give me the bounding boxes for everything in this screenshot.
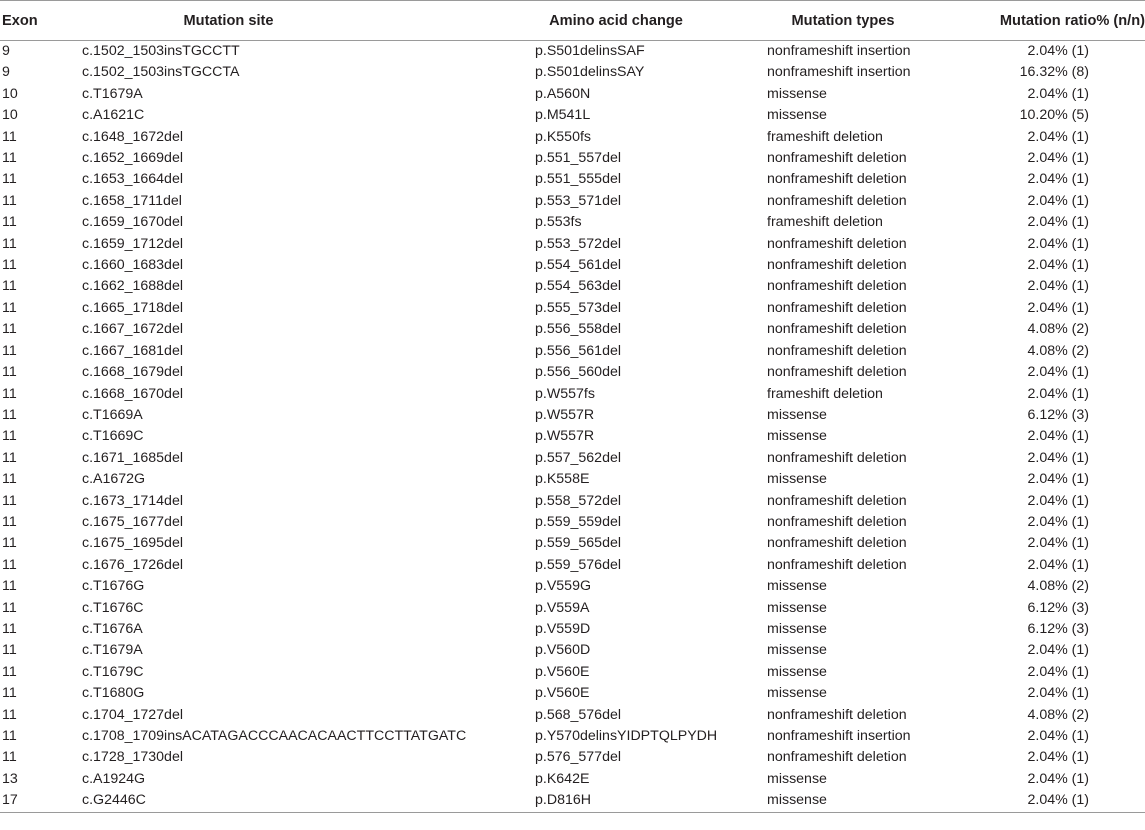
cell-mutation-ratio: 4.08% (2) bbox=[1027, 706, 1089, 723]
cell-amino-acid-change: p.Y570delinsYIDPTQLPYDH bbox=[535, 728, 718, 744]
table-row bbox=[0, 405, 1145, 426]
cell-exon: 9 bbox=[2, 64, 10, 81]
cell-mutation-ratio: 2.04% (1) bbox=[1027, 214, 1089, 231]
table-header bbox=[0, 1, 1145, 41]
cell-mutation-type: nonframeshift deletion bbox=[767, 171, 907, 188]
cell-mutation-type: frameshift deletion bbox=[767, 385, 883, 402]
cell-mutation-type: missense bbox=[767, 599, 827, 616]
cell-exon: 11 bbox=[2, 128, 17, 145]
cell-mutation-type: nonframeshift deletion bbox=[767, 235, 907, 252]
table-row bbox=[0, 683, 1145, 704]
cell-mutation-type: missense bbox=[767, 107, 827, 124]
table-row bbox=[0, 469, 1145, 490]
table-row bbox=[0, 426, 1145, 447]
cell-mutation-ratio: 2.04% (1) bbox=[1027, 257, 1089, 274]
cell-exon: 11 bbox=[2, 535, 17, 552]
cell-mutation-ratio: 2.04% (1) bbox=[1027, 685, 1089, 702]
cell-exon: 11 bbox=[2, 235, 17, 252]
cell-mutation-type: missense bbox=[767, 620, 827, 637]
cell-mutation-type: nonframeshift deletion bbox=[767, 321, 907, 338]
cell-mutation-site: c.1659_1712del bbox=[82, 235, 183, 252]
cell-amino-acid-change: p.559_559del bbox=[535, 513, 621, 530]
table-row bbox=[0, 341, 1145, 362]
cell-mutation-site: c.A1621C bbox=[82, 107, 145, 124]
cell-mutation-type: missense bbox=[767, 792, 827, 809]
cell-mutation-site: c.T1679A bbox=[82, 642, 143, 659]
cell-amino-acid-change: p.W557R bbox=[535, 428, 595, 445]
cell-mutation-site: c.1502_1503insTGCCTT bbox=[82, 43, 240, 59]
cell-mutation-type: missense bbox=[767, 685, 827, 702]
cell-mutation-ratio: 2.04% (1) bbox=[1027, 728, 1089, 744]
cell-amino-acid-change: p.554_563del bbox=[535, 278, 621, 295]
cell-mutation-type: nonframeshift deletion bbox=[767, 257, 907, 274]
cell-exon: 11 bbox=[2, 706, 17, 723]
cell-mutation-ratio: 4.08% (2) bbox=[1027, 342, 1089, 359]
cell-mutation-ratio: 2.04% (1) bbox=[1027, 535, 1089, 552]
cell-mutation-site: c.1659_1670del bbox=[82, 214, 183, 231]
cell-mutation-site: c.1662_1688del bbox=[82, 278, 183, 295]
cell-mutation-type: nonframeshift deletion bbox=[767, 513, 907, 530]
cell-mutation-ratio: 2.04% (1) bbox=[1027, 171, 1089, 188]
table-row bbox=[0, 790, 1145, 812]
cell-mutation-type: nonframeshift deletion bbox=[767, 299, 907, 316]
cell-amino-acid-change: p.556_560del bbox=[535, 364, 621, 381]
cell-mutation-site: c.1652_1669del bbox=[82, 150, 183, 167]
cell-exon: 11 bbox=[2, 192, 17, 209]
cell-mutation-type: nonframeshift insertion bbox=[767, 728, 911, 744]
header-row bbox=[0, 1, 1145, 41]
cell-mutation-ratio: 10.20% (5) bbox=[1019, 107, 1089, 124]
cell-mutation-ratio: 6.12% (3) bbox=[1027, 406, 1089, 423]
cell-mutation-site: c.A1672G bbox=[82, 471, 146, 488]
cell-mutation-ratio: 2.04% (1) bbox=[1027, 150, 1089, 167]
cell-amino-acid-change: p.K550fs bbox=[535, 128, 592, 145]
cell-amino-acid-change: p.V559D bbox=[535, 620, 591, 637]
cell-exon: 11 bbox=[2, 620, 17, 637]
cell-exon: 11 bbox=[2, 385, 17, 402]
cell-mutation-ratio: 2.04% (1) bbox=[1027, 492, 1089, 509]
cell-mutation-ratio: 2.04% (1) bbox=[1027, 278, 1089, 295]
cell-mutation-ratio: 2.04% (1) bbox=[1027, 556, 1089, 573]
cell-mutation-type: nonframeshift deletion bbox=[767, 749, 907, 766]
cell-mutation-site: c.T1669A bbox=[82, 406, 143, 423]
table-row bbox=[0, 276, 1145, 297]
cell-amino-acid-change: p.559_576del bbox=[535, 556, 621, 573]
cell-mutation-type: missense bbox=[767, 642, 827, 659]
cell-mutation-site: c.1667_1672del bbox=[82, 321, 183, 338]
cell-amino-acid-change: p.557_562del bbox=[535, 449, 621, 466]
header-amino-acid-change: Amino acid change bbox=[549, 12, 683, 29]
cell-mutation-type: frameshift deletion bbox=[767, 214, 883, 231]
cell-mutation-ratio: 2.04% (1) bbox=[1027, 385, 1089, 402]
cell-exon: 11 bbox=[2, 428, 17, 445]
table-row bbox=[0, 384, 1145, 405]
cell-mutation-site: c.G2446C bbox=[82, 792, 146, 809]
cell-mutation-ratio: 2.04% (1) bbox=[1027, 513, 1089, 530]
cell-exon: 11 bbox=[2, 299, 17, 316]
cell-mutation-site: c.1673_1714del bbox=[82, 492, 183, 509]
cell-exon: 11 bbox=[2, 728, 17, 744]
cell-exon: 11 bbox=[2, 364, 17, 381]
cell-mutation-ratio: 2.04% (1) bbox=[1027, 85, 1089, 102]
cell-exon: 11 bbox=[2, 685, 17, 702]
cell-mutation-ratio: 2.04% (1) bbox=[1027, 299, 1089, 316]
cell-amino-acid-change: p.568_576del bbox=[535, 706, 621, 723]
cell-mutation-site: c.1676_1726del bbox=[82, 556, 183, 573]
cell-mutation-ratio: 2.04% (1) bbox=[1027, 792, 1089, 809]
cell-amino-acid-change: p.D816H bbox=[535, 792, 591, 809]
cell-amino-acid-change: p.A560N bbox=[535, 85, 591, 102]
table-row bbox=[0, 84, 1145, 105]
cell-amino-acid-change: p.556_561del bbox=[535, 342, 621, 359]
cell-exon: 11 bbox=[2, 471, 17, 488]
cell-amino-acid-change: p.551_557del bbox=[535, 150, 621, 167]
table-row bbox=[0, 169, 1145, 190]
cell-amino-acid-change: p.W557fs bbox=[535, 385, 595, 402]
table-row bbox=[0, 491, 1145, 512]
cell-exon: 11 bbox=[2, 578, 17, 595]
cell-mutation-site: c.T1679C bbox=[82, 663, 144, 680]
cell-mutation-site: c.1668_1670del bbox=[82, 385, 183, 402]
cell-amino-acid-change: p.W557R bbox=[535, 406, 595, 423]
table-row bbox=[0, 576, 1145, 597]
header-exon: Exon bbox=[2, 12, 38, 29]
cell-mutation-ratio: 2.04% (1) bbox=[1027, 192, 1089, 209]
cell-mutation-type: nonframeshift deletion bbox=[767, 556, 907, 573]
cell-exon: 11 bbox=[2, 171, 17, 188]
cell-exon: 11 bbox=[2, 321, 17, 338]
cell-exon: 11 bbox=[2, 749, 17, 766]
cell-mutation-site: c.1708_1709insACATAGACCCAACACAACTTCCTTATGATC bbox=[82, 728, 467, 744]
table-row bbox=[0, 62, 1145, 83]
table-row bbox=[0, 234, 1145, 255]
cell-mutation-type: missense bbox=[767, 578, 827, 595]
cell-mutation-ratio: 2.04% (1) bbox=[1027, 364, 1089, 381]
table-row bbox=[0, 747, 1145, 768]
cell-amino-acid-change: p.576_577del bbox=[535, 749, 621, 766]
table-row bbox=[0, 362, 1145, 383]
cell-amino-acid-change: p.554_561del bbox=[535, 257, 621, 274]
cell-mutation-type: nonframeshift deletion bbox=[767, 364, 907, 381]
table-row bbox=[0, 298, 1145, 319]
cell-mutation-site: c.T1676G bbox=[82, 578, 145, 595]
cell-mutation-site: c.1502_1503insTGCCTA bbox=[82, 64, 240, 81]
cell-mutation-ratio: 2.04% (1) bbox=[1027, 663, 1089, 680]
cell-exon: 13 bbox=[2, 770, 18, 787]
cell-mutation-type: nonframeshift deletion bbox=[767, 150, 907, 167]
table-row bbox=[0, 769, 1145, 790]
cell-mutation-type: missense bbox=[767, 406, 827, 423]
cell-exon: 11 bbox=[2, 449, 17, 466]
cell-amino-acid-change: p.556_558del bbox=[535, 321, 621, 338]
cell-mutation-site: c.1704_1727del bbox=[82, 706, 183, 723]
cell-mutation-site: c.T1669C bbox=[82, 428, 144, 445]
table-row bbox=[0, 448, 1145, 469]
table-row bbox=[0, 555, 1145, 576]
cell-mutation-ratio: 2.04% (1) bbox=[1027, 770, 1089, 787]
cell-mutation-site: c.T1676A bbox=[82, 620, 143, 637]
cell-mutation-type: nonframeshift insertion bbox=[767, 43, 911, 59]
cell-mutation-site: c.T1679A bbox=[82, 85, 143, 102]
table-row bbox=[0, 319, 1145, 340]
cell-exon: 11 bbox=[2, 257, 17, 274]
cell-mutation-site: c.A1924G bbox=[82, 770, 146, 787]
cell-mutation-ratio: 6.12% (3) bbox=[1027, 620, 1089, 637]
cell-mutation-type: nonframeshift deletion bbox=[767, 342, 907, 359]
table-row bbox=[0, 212, 1145, 233]
cell-mutation-ratio: 6.12% (3) bbox=[1027, 599, 1089, 616]
cell-amino-acid-change: p.V560D bbox=[535, 642, 591, 659]
cell-mutation-type: missense bbox=[767, 471, 827, 488]
table-row bbox=[0, 705, 1145, 726]
cell-mutation-site: c.T1676C bbox=[82, 599, 144, 616]
cell-mutation-type: nonframeshift deletion bbox=[767, 706, 907, 723]
cell-mutation-site: c.1667_1681del bbox=[82, 342, 183, 359]
cell-mutation-site: c.1675_1695del bbox=[82, 535, 183, 552]
table-row bbox=[0, 41, 1145, 63]
cell-mutation-type: frameshift deletion bbox=[767, 128, 883, 145]
cell-amino-acid-change: p.V560E bbox=[535, 685, 590, 702]
table-row bbox=[0, 533, 1145, 554]
cell-amino-acid-change: p.S501delinsSAY bbox=[535, 64, 645, 81]
cell-mutation-ratio: 2.04% (1) bbox=[1027, 43, 1089, 59]
table-row bbox=[0, 148, 1145, 169]
cell-amino-acid-change: p.V559A bbox=[535, 599, 590, 616]
cell-exon: 11 bbox=[2, 342, 17, 359]
cell-exon: 11 bbox=[2, 513, 17, 530]
cell-mutation-type: nonframeshift deletion bbox=[767, 278, 907, 295]
cell-amino-acid-change: p.558_572del bbox=[535, 492, 621, 509]
cell-amino-acid-change: p.S501delinsSAF bbox=[535, 43, 645, 59]
cell-exon: 9 bbox=[2, 43, 10, 59]
table-row bbox=[0, 191, 1145, 212]
table-row bbox=[0, 105, 1145, 126]
cell-mutation-site: c.1658_1711del bbox=[82, 192, 182, 209]
cell-mutation-ratio: 2.04% (1) bbox=[1027, 128, 1089, 145]
cell-mutation-site: c.1665_1718del bbox=[82, 299, 183, 316]
cell-mutation-ratio: 2.04% (1) bbox=[1027, 642, 1089, 659]
cell-exon: 11 bbox=[2, 278, 17, 295]
cell-exon: 10 bbox=[2, 85, 18, 102]
cell-mutation-type: missense bbox=[767, 428, 827, 445]
cell-amino-acid-change: p.V559G bbox=[535, 578, 592, 595]
cell-amino-acid-change: p.553fs bbox=[535, 214, 582, 231]
cell-mutation-site: c.1671_1685del bbox=[82, 449, 183, 466]
cell-exon: 11 bbox=[2, 406, 17, 423]
table-row bbox=[0, 255, 1145, 276]
cell-amino-acid-change: p.559_565del bbox=[535, 535, 621, 552]
cell-mutation-type: nonframeshift deletion bbox=[767, 192, 907, 209]
cell-exon: 11 bbox=[2, 214, 17, 231]
cell-amino-acid-change: p.M541L bbox=[535, 107, 591, 124]
cell-mutation-type: missense bbox=[767, 85, 827, 102]
cell-amino-acid-change: p.555_573del bbox=[535, 299, 621, 316]
cell-mutation-ratio: 2.04% (1) bbox=[1027, 235, 1089, 252]
cell-exon: 11 bbox=[2, 599, 17, 616]
cell-mutation-ratio: 2.04% (1) bbox=[1027, 449, 1089, 466]
cell-mutation-ratio: 2.04% (1) bbox=[1027, 428, 1089, 445]
cell-mutation-ratio: 4.08% (2) bbox=[1027, 321, 1089, 338]
cell-amino-acid-change: p.V560E bbox=[535, 663, 590, 680]
table-row bbox=[0, 512, 1145, 533]
cell-exon: 17 bbox=[2, 792, 18, 809]
cell-mutation-site: c.1728_1730del bbox=[82, 749, 183, 766]
cell-amino-acid-change: p.553_571del bbox=[535, 192, 621, 209]
cell-amino-acid-change: p.K558E bbox=[535, 471, 590, 488]
cell-amino-acid-change: p.551_555del bbox=[535, 171, 621, 188]
table-row bbox=[0, 726, 1145, 747]
cell-exon: 10 bbox=[2, 107, 18, 124]
cell-exon: 11 bbox=[2, 642, 17, 659]
cell-mutation-ratio: 4.08% (2) bbox=[1027, 578, 1089, 595]
cell-mutation-type: missense bbox=[767, 770, 827, 787]
cell-mutation-site: c.T1680G bbox=[82, 685, 145, 702]
cell-mutation-ratio: 2.04% (1) bbox=[1027, 471, 1089, 488]
cell-mutation-site: c.1660_1683del bbox=[82, 257, 183, 274]
cell-mutation-type: nonframeshift deletion bbox=[767, 449, 907, 466]
cell-mutation-type: nonframeshift insertion bbox=[767, 64, 911, 81]
header-mutation-ratio: Mutation ratio% (n/n) bbox=[999, 12, 1145, 29]
table-row bbox=[0, 619, 1145, 640]
cell-exon: 11 bbox=[2, 492, 17, 509]
table-row bbox=[0, 662, 1145, 683]
header-mutation-site: Mutation site bbox=[183, 12, 274, 29]
cell-mutation-type: nonframeshift deletion bbox=[767, 535, 907, 552]
cell-mutation-site: c.1648_1672del bbox=[82, 128, 183, 145]
cell-exon: 11 bbox=[2, 663, 17, 680]
table-row bbox=[0, 640, 1145, 661]
cell-mutation-site: c.1675_1677del bbox=[82, 513, 183, 530]
header-mutation-types: Mutation types bbox=[791, 12, 895, 29]
cell-mutation-site: c.1668_1679del bbox=[82, 364, 183, 381]
cell-mutation-site: c.1653_1664del bbox=[82, 171, 183, 188]
table-row bbox=[0, 598, 1145, 619]
cell-amino-acid-change: p.K642E bbox=[535, 770, 590, 787]
cell-exon: 11 bbox=[2, 556, 17, 573]
table-row bbox=[0, 127, 1145, 148]
cell-mutation-type: nonframeshift deletion bbox=[767, 492, 907, 509]
cell-mutation-type: missense bbox=[767, 663, 827, 680]
cell-mutation-ratio: 16.32% (8) bbox=[1019, 64, 1089, 81]
cell-mutation-ratio: 2.04% (1) bbox=[1027, 749, 1089, 766]
cell-amino-acid-change: p.553_572del bbox=[535, 235, 621, 252]
cell-exon: 11 bbox=[2, 150, 17, 167]
table-body bbox=[0, 41, 1145, 813]
